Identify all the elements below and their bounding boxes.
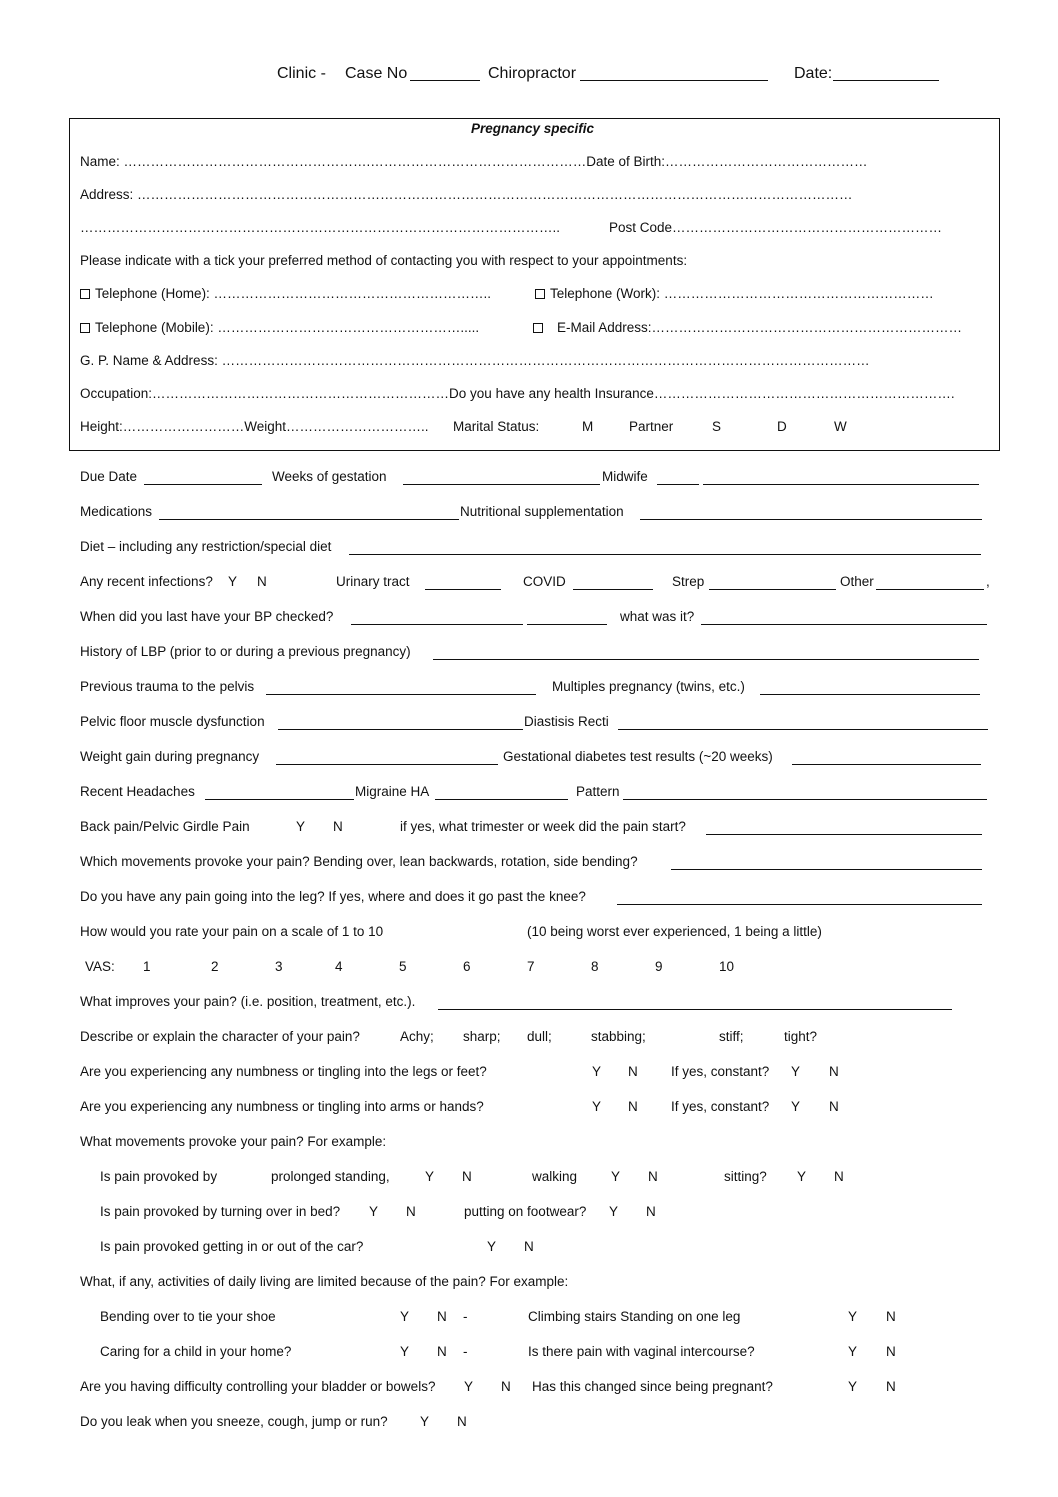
covid-label: COVID: [523, 574, 566, 589]
numb-arms-constant-no[interactable]: N: [829, 1099, 839, 1114]
numb-arms-yes[interactable]: Y: [592, 1099, 602, 1114]
address-line[interactable]: Address: ……………………………………………………………………………………………………………………………………………: [80, 187, 853, 202]
numb-legs-constant-yes[interactable]: Y: [791, 1064, 801, 1079]
date-field[interactable]: [833, 80, 939, 81]
bp-what-label: what was it?: [620, 609, 695, 624]
vas-option-1[interactable]: 1: [143, 959, 151, 974]
vas-option-8[interactable]: 8: [591, 959, 599, 974]
weight-gain-field[interactable]: [276, 764, 498, 765]
address-line-2[interactable]: ……………………………………………………………………………………………..: [80, 220, 561, 235]
pattern-field[interactable]: [623, 799, 987, 800]
vaginal-yes[interactable]: Y: [848, 1344, 858, 1359]
tel-home-label[interactable]: Telephone (Home): ……………………………………………………..: [95, 286, 492, 301]
trimester-label: if yes, what trimester or week did the pain start?: [400, 819, 686, 834]
walking-no[interactable]: N: [648, 1169, 658, 1184]
vas-option-4[interactable]: 4: [335, 959, 343, 974]
infections-label: Any recent infections?: [80, 574, 213, 589]
infections-yes[interactable]: Y: [228, 574, 238, 589]
character-label: Describe or explain the character of your pain?: [80, 1029, 360, 1044]
back-pain-yes[interactable]: Y: [296, 819, 306, 834]
tel-home-checkbox[interactable]: [80, 289, 90, 299]
infections-no[interactable]: N: [257, 574, 267, 589]
footwear-no[interactable]: N: [646, 1204, 656, 1219]
midwife-field-b[interactable]: [703, 484, 979, 485]
rate-pain-note: (10 being worst ever experienced, 1 being a little): [527, 924, 822, 939]
numb-arms-constant-yes[interactable]: Y: [791, 1099, 801, 1114]
urinary-field[interactable]: [425, 589, 501, 590]
adl-label: What, if any, activities of daily living are limited because of the pain? For example:: [80, 1274, 569, 1289]
headaches-label: Recent Headaches: [80, 784, 195, 799]
walking-yes[interactable]: Y: [611, 1169, 621, 1184]
car-yes[interactable]: Y: [487, 1239, 497, 1254]
gestational-label: Gestational diabetes test results (~20 weeks): [503, 749, 773, 764]
leak-label: Do you leak when you sneeze, cough, jump or run?: [80, 1414, 388, 1429]
clinic-label: Clinic -: [277, 65, 326, 82]
child-dash: -: [463, 1344, 468, 1359]
tel-home-row: [80, 287, 491, 301]
character-stabbing[interactable]: stabbing;: [591, 1029, 646, 1044]
weight-gain-label: Weight gain during pregnancy: [80, 749, 260, 764]
car-label: Is pain provoked getting in or out of the car?: [100, 1239, 364, 1254]
bladder-label: Are you having difficulty controlling your bladder or bowels?: [80, 1379, 436, 1394]
prolonged-yes[interactable]: Y: [425, 1169, 435, 1184]
child-label: Caring for a child in your home?: [100, 1344, 292, 1359]
character-achy[interactable]: Achy;: [400, 1029, 434, 1044]
trauma-label: Previous trauma to the pelvis: [80, 679, 255, 694]
midwife-label: Midwife: [602, 469, 648, 484]
trimester-field[interactable]: [706, 834, 982, 835]
bp-label: When did you last have your BP checked?: [80, 609, 334, 624]
shoe-no[interactable]: N: [437, 1309, 447, 1324]
occupation-line[interactable]: Occupation:…………………………………………………………Do you have any health Insurance………………………………………………………….: [80, 386, 955, 401]
tel-mobile-checkbox[interactable]: [80, 323, 90, 333]
character-tight[interactable]: tight?: [784, 1029, 818, 1044]
numb-legs-constant-label: If yes, constant?: [671, 1064, 770, 1079]
turning-bed-no[interactable]: N: [406, 1204, 416, 1219]
footwear-yes[interactable]: Y: [609, 1204, 619, 1219]
rate-pain-label: How would you rate your pain on a scale of 1 to 10: [80, 924, 384, 939]
diet-field[interactable]: [349, 554, 981, 555]
vas-option-6[interactable]: 6: [463, 959, 471, 974]
headaches-field[interactable]: [205, 799, 354, 800]
vas-label: VAS:: [85, 959, 115, 974]
sitting-no[interactable]: N: [834, 1169, 844, 1184]
other-comma: ,: [986, 574, 990, 589]
shoe-label: Bending over to tie your shoe: [100, 1309, 276, 1324]
gestational-field[interactable]: [792, 764, 981, 765]
midwife-field-a[interactable]: [657, 484, 699, 485]
multiples-field[interactable]: [760, 694, 980, 695]
character-sharp[interactable]: sharp;: [463, 1029, 501, 1044]
covid-field[interactable]: [573, 589, 653, 590]
email-label[interactable]: E-Mail Address:……………………………………………………………: [557, 320, 963, 335]
footwear-label: putting on footwear?: [464, 1204, 587, 1219]
vas-option-3[interactable]: 3: [275, 959, 283, 974]
improves-label: What improves your pain? (i.e. position, treatment, etc.).: [80, 994, 416, 1009]
vas-option-9[interactable]: 9: [655, 959, 663, 974]
diastasis-label: Diastisis Recti: [524, 714, 609, 729]
numb-legs-no[interactable]: N: [628, 1064, 638, 1079]
strep-label: Strep: [672, 574, 705, 589]
tel-work-row: [535, 287, 934, 301]
changed-label: Has this changed since being pregnant?: [532, 1379, 773, 1394]
marital-option-partner[interactable]: Partner: [629, 419, 674, 434]
lbp-label: History of LBP (prior to or during a previous pregnancy): [80, 644, 411, 659]
due-date-label: Due Date: [80, 469, 138, 484]
vas-option-10[interactable]: 10: [719, 959, 735, 974]
height-weight-line[interactable]: Height:………………………Weight…………………………..: [80, 419, 429, 434]
other-label: Other: [840, 574, 874, 589]
urinary-label: Urinary tract: [336, 574, 410, 589]
vas-option-5[interactable]: 5: [399, 959, 407, 974]
bladder-yes[interactable]: Y: [464, 1379, 474, 1394]
due-date-field[interactable]: [144, 484, 262, 485]
leg-pain-field[interactable]: [617, 904, 982, 905]
character-dull[interactable]: dull;: [527, 1029, 552, 1044]
marital-option-s[interactable]: S: [712, 419, 722, 434]
email-checkbox[interactable]: [533, 323, 543, 333]
lbp-field[interactable]: [433, 659, 979, 660]
email-row: [533, 321, 962, 335]
provoked-by-label: Is pain provoked by: [100, 1169, 218, 1184]
diet-label: Diet – including any restriction/special diet: [80, 539, 332, 554]
back-pain-label: Back pain/Pelvic Girdle Pain: [80, 819, 250, 834]
movements-example-label: What movements provoke your pain? For example:: [80, 1134, 387, 1149]
walking-label: walking: [532, 1169, 578, 1184]
numb-legs-yes[interactable]: Y: [592, 1064, 602, 1079]
movements-provoke-label: Which movements provoke your pain? Bending over, lean backwards, rotation, side bending?: [80, 854, 638, 869]
case-no-field[interactable]: [410, 80, 480, 81]
medications-field[interactable]: [159, 519, 459, 520]
child-no[interactable]: N: [437, 1344, 447, 1359]
nutritional-field[interactable]: [640, 519, 982, 520]
marital-option-d[interactable]: D: [777, 419, 787, 434]
case-no-label: Case No: [345, 65, 408, 82]
strep-field[interactable]: [709, 589, 836, 590]
prolonged-no[interactable]: N: [462, 1169, 472, 1184]
weeks-gestation-label: Weeks of gestation: [272, 469, 387, 484]
chiropractor-label: Chiropractor: [488, 65, 577, 82]
tel-mobile-label[interactable]: Telephone (Mobile): ……………………………………………….....: [95, 320, 480, 335]
post-code-line[interactable]: Post Code……………………………………………………: [609, 220, 943, 235]
tel-mobile-row: [80, 321, 479, 335]
marital-status-label: Marital Status:: [453, 419, 540, 434]
sitting-yes[interactable]: Y: [797, 1169, 807, 1184]
trauma-field[interactable]: [266, 694, 536, 695]
contact-prompt: Please indicate with a tick your preferred method of contacting you with respect to your appointments:: [80, 253, 688, 268]
changed-no[interactable]: N: [886, 1379, 896, 1394]
bp-date-field[interactable]: [351, 624, 523, 625]
numb-arms-no[interactable]: N: [628, 1099, 638, 1114]
stairs-yes[interactable]: Y: [848, 1309, 858, 1324]
sitting-label: sitting?: [724, 1169, 767, 1184]
numb-arms-constant-label: If yes, constant?: [671, 1099, 770, 1114]
movements-provoke-field[interactable]: [671, 869, 982, 870]
migraine-label: Migraine HA: [355, 784, 430, 799]
bp-value-field[interactable]: [701, 624, 987, 625]
stairs-no[interactable]: N: [886, 1309, 896, 1324]
migraine-field[interactable]: [435, 799, 568, 800]
pelvic-floor-label: Pelvic floor muscle dysfunction: [80, 714, 265, 729]
medications-label: Medications: [80, 504, 153, 519]
vas-option-2[interactable]: 2: [211, 959, 219, 974]
nutritional-label: Nutritional supplementation: [460, 504, 624, 519]
marital-option-w[interactable]: W: [834, 419, 847, 434]
bp-date-field-b[interactable]: [527, 624, 607, 625]
pelvic-floor-field[interactable]: [278, 729, 523, 730]
numb-legs-label: Are you experiencing any numbness or tingling into the legs or feet?: [80, 1064, 487, 1079]
stairs-label: Climbing stairs Standing on one leg: [528, 1309, 741, 1324]
back-pain-no[interactable]: N: [333, 819, 343, 834]
leg-pain-label: Do you have any pain going into the leg? If yes, where and does it go past the knee?: [80, 889, 586, 904]
changed-yes[interactable]: Y: [848, 1379, 858, 1394]
date-label: Date:: [794, 65, 833, 82]
name-line[interactable]: Name: ……………………………………………….…………………………………………Date of Birth:………………………………………: [80, 154, 868, 169]
diastasis-field[interactable]: [618, 729, 988, 730]
numb-legs-constant-no[interactable]: N: [829, 1064, 839, 1079]
marital-option-m[interactable]: M: [582, 419, 594, 434]
leak-no[interactable]: N: [457, 1414, 467, 1429]
shoe-dash: -: [463, 1309, 468, 1324]
weeks-gestation-field[interactable]: [403, 484, 600, 485]
tel-work-checkbox[interactable]: [535, 289, 545, 299]
other-field[interactable]: [876, 589, 984, 590]
multiples-label: Multiples pregnancy (twins, etc.): [552, 679, 745, 694]
gp-line[interactable]: G. P. Name & Address: ………………………………………………………………………………………………………………………………: [80, 353, 870, 368]
vaginal-label: Is there pain with vaginal intercourse?: [528, 1344, 755, 1359]
child-yes[interactable]: Y: [400, 1344, 410, 1359]
car-no[interactable]: N: [524, 1239, 534, 1254]
chiropractor-field[interactable]: [580, 80, 768, 81]
vas-option-7[interactable]: 7: [527, 959, 535, 974]
vaginal-no[interactable]: N: [886, 1344, 896, 1359]
numb-arms-label: Are you experiencing any numbness or tingling into arms or hands?: [80, 1099, 484, 1114]
turning-bed-label: Is pain provoked by turning over in bed?: [100, 1204, 341, 1219]
turning-bed-yes[interactable]: Y: [369, 1204, 379, 1219]
prolonged-standing-label: prolonged standing,: [271, 1169, 390, 1184]
bladder-no[interactable]: N: [501, 1379, 511, 1394]
character-stiff[interactable]: stiff;: [719, 1029, 744, 1044]
leak-yes[interactable]: Y: [420, 1414, 430, 1429]
section-title: Pregnancy specific: [471, 121, 595, 136]
tel-work-label[interactable]: Telephone (Work): ……………………………………………………: [550, 286, 934, 301]
shoe-yes[interactable]: Y: [400, 1309, 410, 1324]
improves-field[interactable]: [438, 1009, 952, 1010]
pattern-label: Pattern: [576, 784, 620, 799]
